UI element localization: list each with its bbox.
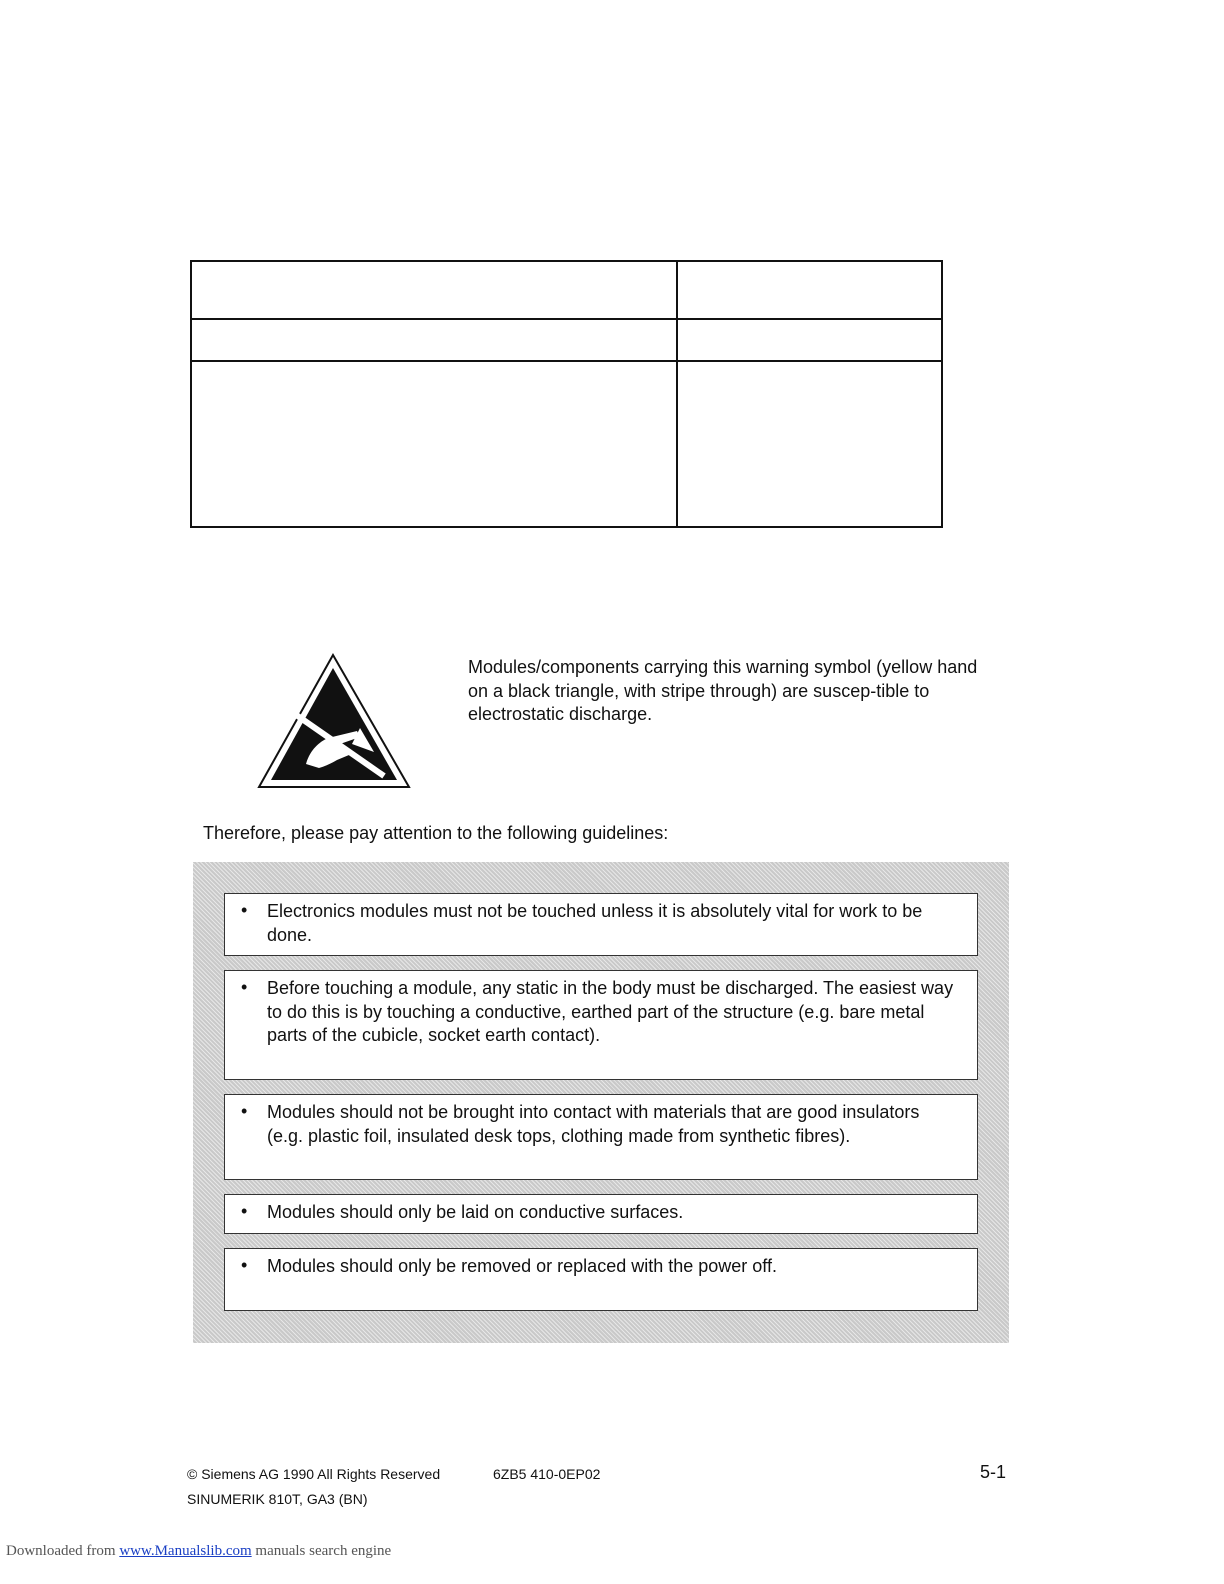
bullet-icon: •	[241, 977, 248, 997]
guideline-item	[224, 1248, 978, 1311]
guideline-item	[224, 970, 978, 1080]
table-cell	[677, 361, 942, 527]
guidelines-intro: Therefore, please pay attention to the following guidelines:	[203, 823, 669, 843]
bullet-icon: •	[241, 1255, 248, 1275]
guideline-text: Modules should only be removed or replaced with the power off.	[267, 1256, 777, 1276]
bullet-icon: •	[241, 1101, 248, 1121]
bullet-icon: •	[241, 1201, 248, 1221]
guideline-text: Modules should not be brought into contact with materials that are good insulators (e.g. plastic foil, insulated desk tops, clothing made from synthetic fibres).	[267, 1102, 920, 1146]
empty-title-table	[190, 260, 943, 528]
footer-product: SINUMERIK 810T, GA3 (BN)	[187, 1491, 368, 1507]
table-cell	[191, 261, 677, 319]
download-notice	[6, 1543, 391, 1560]
table-cell	[677, 261, 942, 319]
guideline-text: Electronics modules must not be touched unless it is absolutely vital for work to be done.	[267, 901, 923, 945]
guidelines-panel	[193, 862, 1009, 1343]
guideline-text: Before touching a module, any static in the body must be discharged. The easiest way to do this is by touching a conductive, earthed part of the structure (e.g. bare metal parts of the cubicle, socket earth contact).	[267, 978, 954, 1045]
guideline-text: Modules should only be laid on conductive surfaces.	[267, 1202, 684, 1222]
table-cell	[677, 319, 942, 361]
page-number: 5-1	[980, 1462, 1007, 1482]
footer-copyright: © Siemens AG 1990 All Rights Reserved	[187, 1466, 441, 1482]
download-suffix: manuals search engine	[251, 1543, 392, 1559]
bullet-icon: •	[241, 900, 248, 920]
guideline-item	[224, 1194, 978, 1234]
table-cell	[191, 319, 677, 361]
guideline-item	[224, 893, 978, 956]
esd-warning-triangle-icon	[256, 652, 412, 790]
download-prefix: Downloaded from	[6, 1543, 120, 1559]
footer-order-number: 6ZB5 410-0EP02	[493, 1466, 601, 1482]
table-cell	[191, 361, 677, 527]
guideline-item	[224, 1094, 978, 1180]
manualslib-link[interactable]: www.Manualslib.com	[119, 1543, 252, 1559]
esd-warning-text: Modules/components carrying this warning symbol (yellow hand on a black triangle, with stripe through) are suscep-tible to electrostatic discharge.	[468, 657, 978, 724]
